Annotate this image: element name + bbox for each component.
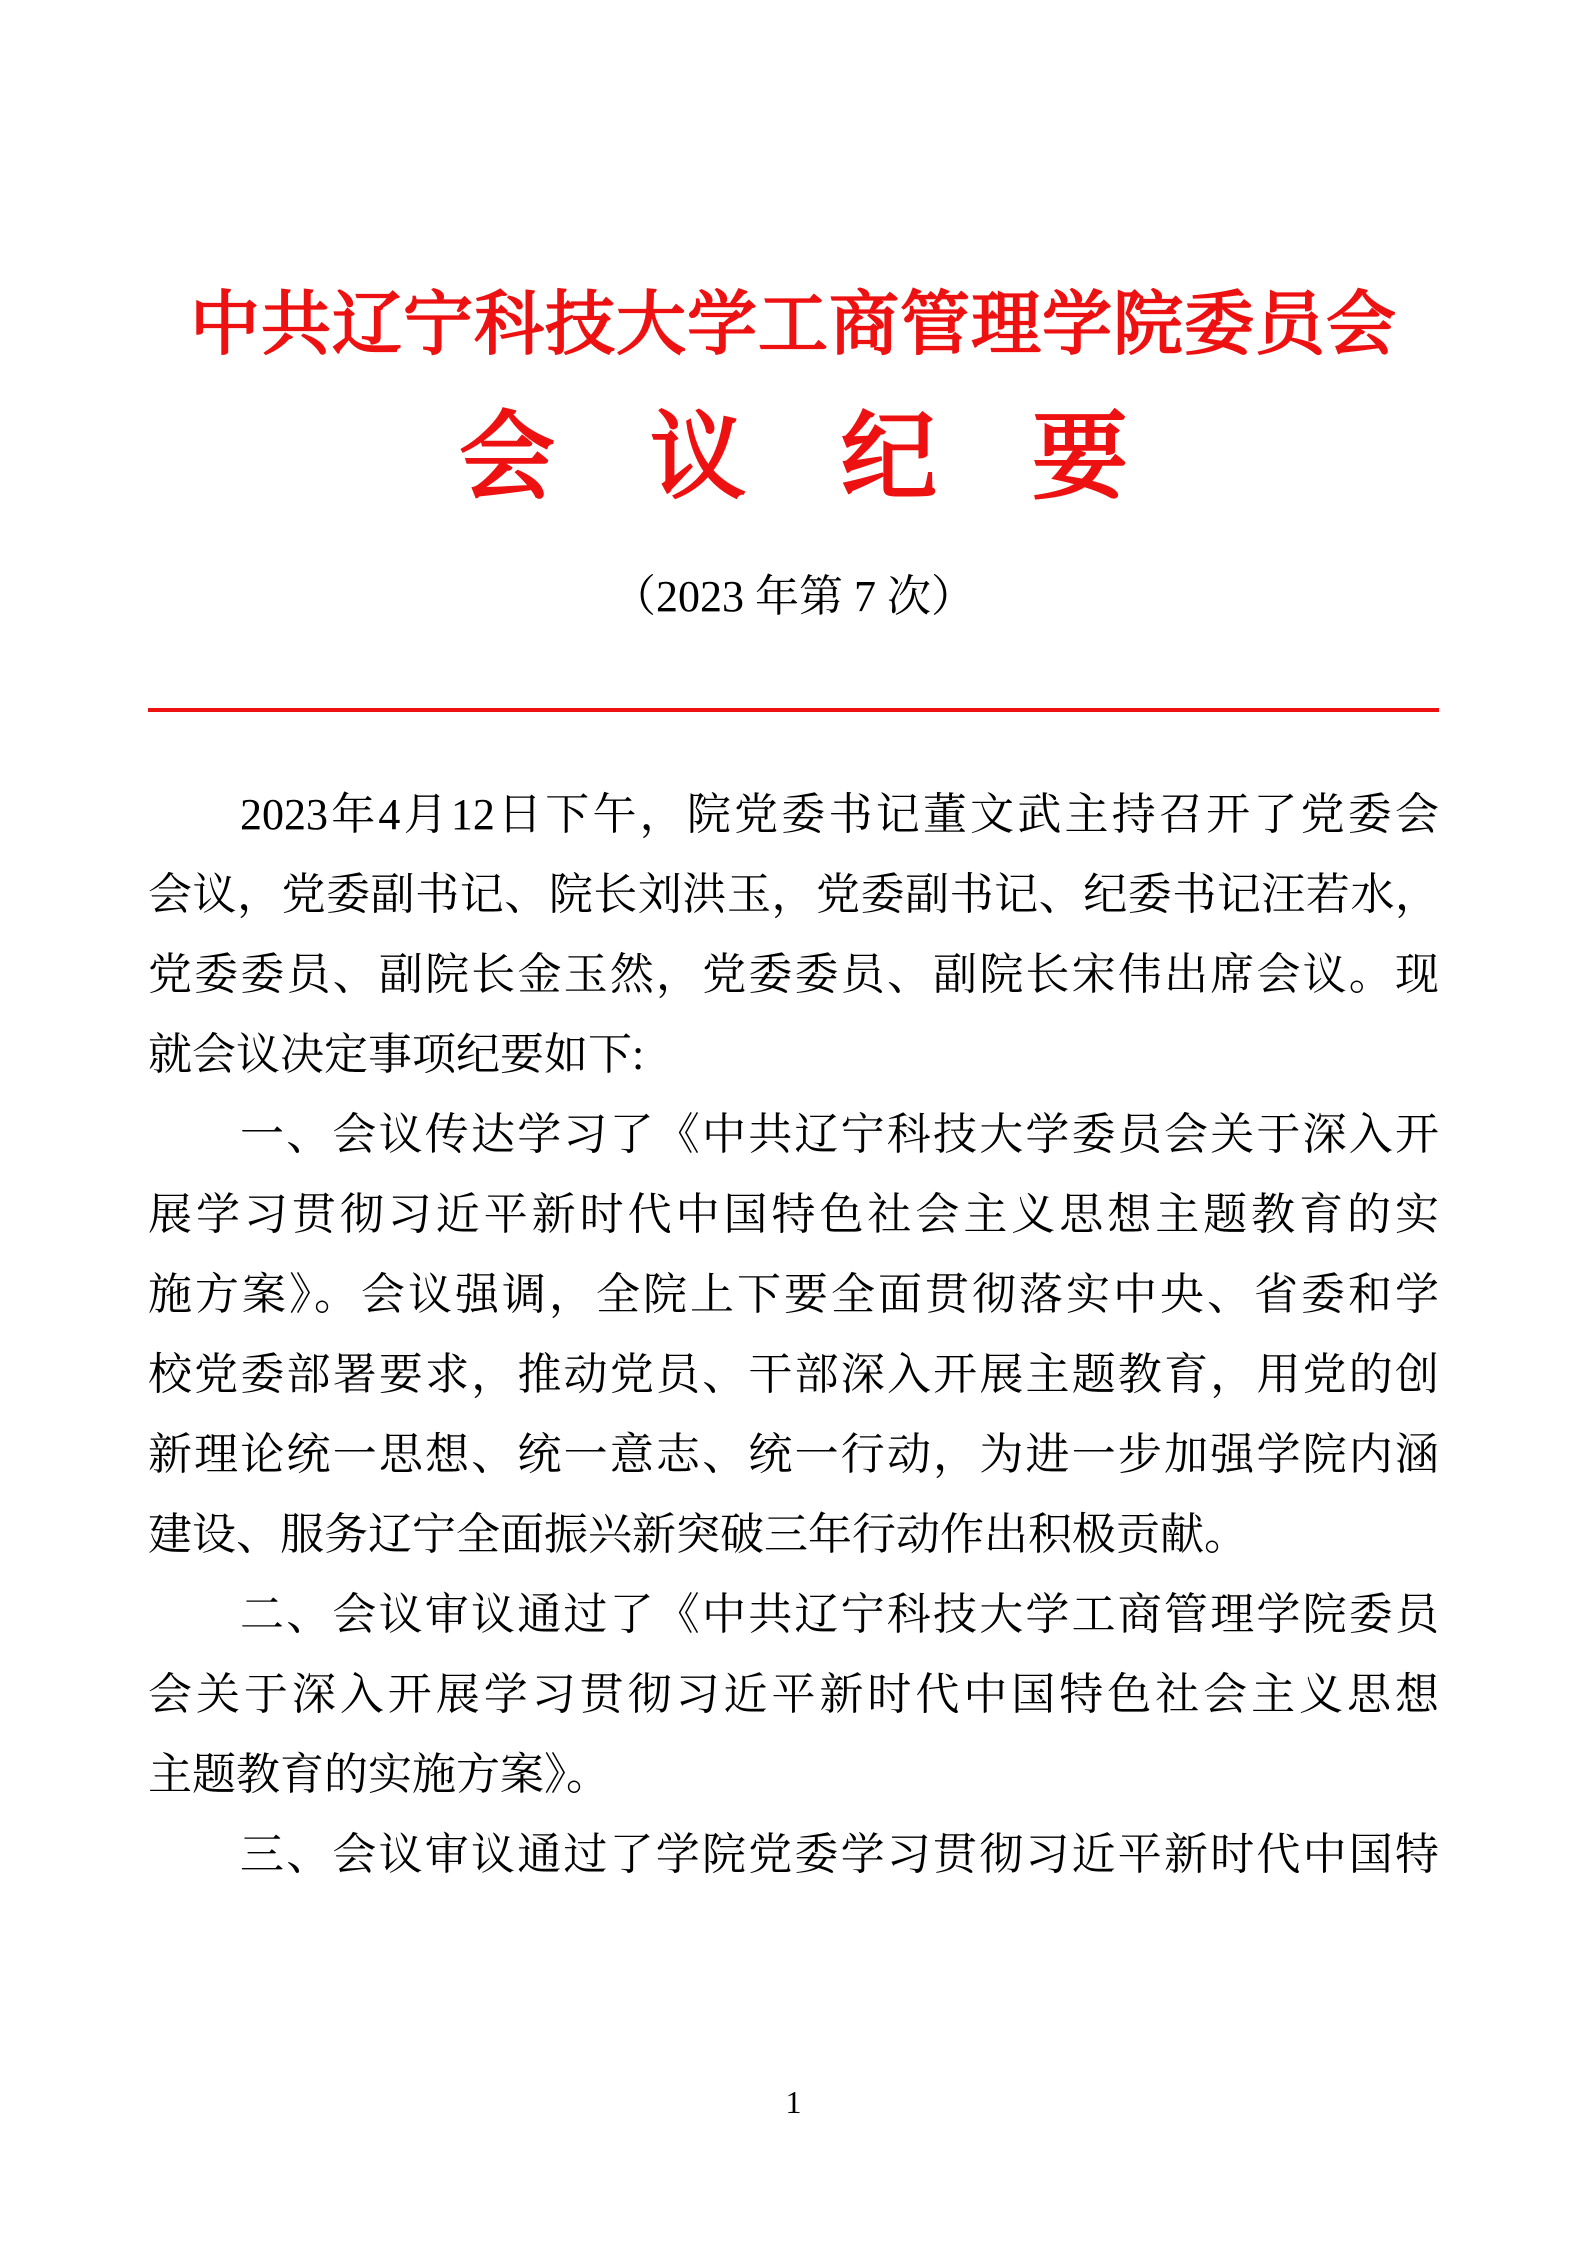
body-line: 主题教育的实施方案》。 xyxy=(148,1750,610,1799)
body-line: 2023年4月12日下午，院党委书记董文武主持召开了党委会 xyxy=(240,790,1439,839)
body-line: 三、会议审议通过了学院党委学习贯彻习近平新时代中国特 xyxy=(240,1830,1439,1879)
body-line: 新理论统一思想、统一意志、统一行动，为进一步加强学院内涵 xyxy=(148,1430,1439,1479)
doc-title-row xyxy=(0,398,1587,518)
document-body xyxy=(148,775,1439,1895)
body-line: 展学习贯彻习近平新时代中国特色社会主义思想主题教育的实 xyxy=(148,1190,1439,1239)
red-divider-rule xyxy=(148,708,1439,712)
body-line: 施方案》。会议强调，全院上下要全面贯彻落实中央、省委和学 xyxy=(148,1270,1439,1319)
session-number: （2023 年第 7 次） xyxy=(612,572,975,621)
doc-title: 会议纪要 xyxy=(459,404,1223,511)
body-line: 就会议决定事项纪要如下: xyxy=(148,1030,645,1079)
body-line: 建设、服务辽宁全面振兴新突破三年行动作出积极贡献。 xyxy=(148,1510,1248,1559)
committee-org-title: 中共辽宁科技大学工商管理学院委员会 xyxy=(190,285,1397,363)
body-line: 校党委部署要求，推动党员、干部深入开展主题教育，用党的创 xyxy=(148,1350,1439,1399)
body-line: 会关于深入开展学习贯彻习近平新时代中国特色社会主义思想 xyxy=(148,1670,1439,1719)
body-line: 二、会议审议通过了《中共辽宁科技大学工商管理学院委员 xyxy=(240,1590,1439,1639)
body-line: 会议，党委副书记、院长刘洪玉，党委副书记、纪委书记汪若水， xyxy=(148,870,1439,919)
body-line: 一、会议传达学习了《中共辽宁科技大学委员会关于深入开 xyxy=(240,1110,1439,1159)
page-number: 1 xyxy=(785,2084,802,2120)
body-line: 党委委员、副院长金玉然，党委委员、副院长宋伟出席会议。现 xyxy=(148,950,1439,999)
